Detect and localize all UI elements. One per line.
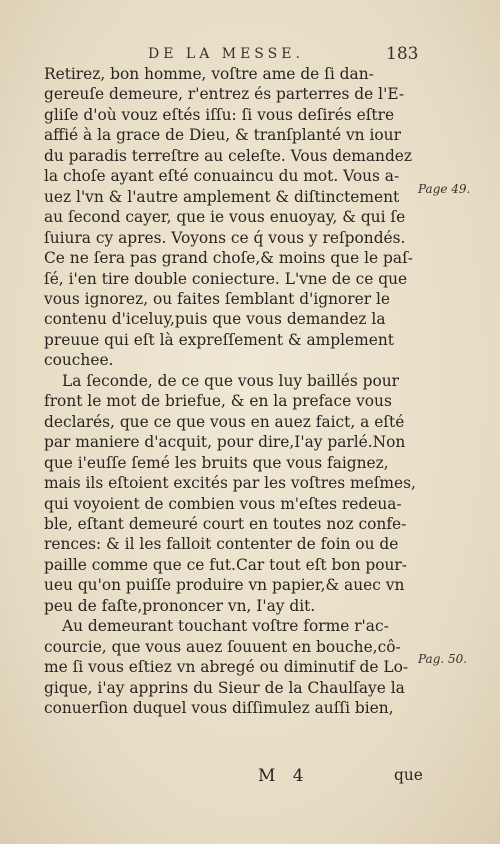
text-line: rences: & il les falloit contenter de foin ou de — [44, 535, 399, 554]
text-line: du paradis terreſtre au celeſte. Vous demandez — [44, 146, 413, 165]
paragraph-start-line: La ſeconde, de ce que vous luy baillés pour — [62, 371, 400, 390]
text-line: declarés, que ce que vous en auez faict, a eſté — [44, 412, 405, 431]
text-line: Retirez, bon homme, voſtre ame de ſi dan- — [44, 65, 374, 83]
text-line: preuue qui eſt là expreſſement & amplement — [44, 330, 394, 349]
text-line: vous ignorez, ou faites ſemblant d'ignorer le — [44, 289, 391, 308]
text-line: qui voyoient de combien vous m'eſtes redeua- — [44, 494, 402, 513]
text-line: couchee. — [44, 351, 114, 370]
text-line: paille comme que ce fut.Car tout eſt bon pour- — [44, 555, 407, 574]
text-line: ble, eſtant demeuré court en toutes noz confe- — [44, 514, 407, 533]
text-line: gereuſe demeure, r'entrez és parterres de l'E- — [44, 85, 405, 104]
signature-mark: M 4 — [258, 766, 310, 786]
text-line: Ce ne ſera pas grand choſe,& moins que le paſ- — [44, 249, 413, 268]
text-line: ueu qu'on puiſſe produire vn papier,& auec vn — [44, 576, 405, 595]
text-line: peu de faſte,prononcer vn, I'ay dit. — [44, 596, 316, 615]
text-line: que i'euſſe ſemé les bruits que vous faignez, — [44, 453, 389, 472]
text-line: gliſe d'où vouz eſtés iſſu: ſi vous deſirés eſtre — [44, 105, 395, 124]
margin-note-page-49: Page 49. — [418, 182, 471, 196]
text-line: la choſe ayant eſté conuaincu du mot. Vous a- — [44, 167, 400, 186]
text-line: par maniere d'acquit, pour dire,I'ay parlé.Non — [44, 433, 406, 452]
page-number: 183 — [386, 44, 419, 64]
text-line: me ſi vous eſtiez vn abregé ou diminutif de Lo- — [44, 658, 409, 677]
text-line: au ſecond cayer, que ie vous enuoyay, & qui ſe — [44, 208, 406, 227]
text-line: front le mot de briefue, & en la preface vous — [44, 392, 392, 411]
text-line: affié à la grace de Dieu, & tranſplanté vn iour — [44, 126, 401, 145]
body-text — [44, 64, 416, 719]
text-line: mais ils eſtoient excités par les voſtres meſmes, — [44, 474, 416, 493]
text-line: gique, i'ay apprins du Sieur de la Chaulſaye la — [44, 678, 405, 697]
text-line: conuerſion duquel vous diſſimulez auſſi bien, — [44, 699, 394, 718]
text-line: contenu d'iceluy,puis que vous demandez la — [44, 310, 386, 329]
margin-note-page-50: Pag. 50. — [418, 652, 468, 666]
text-line: uez l'vn & l'autre amplement & diſtinctement — [44, 187, 400, 206]
running-head: DE LA MESSE. — [148, 46, 304, 62]
catchword: que — [394, 766, 423, 784]
text-line: ſé, i'en tire double coniecture. L'vne de ce que — [44, 269, 408, 288]
text-line: ſuiura cy apres. Voyons ce q́ vous y reſpondés. — [44, 228, 406, 247]
paragraph-start-line: Au demeurant touchant voſtre forme r'ac- — [62, 617, 389, 636]
text-line: courcie, que vous auez ſouuent en bouche,cô- — [44, 637, 401, 656]
